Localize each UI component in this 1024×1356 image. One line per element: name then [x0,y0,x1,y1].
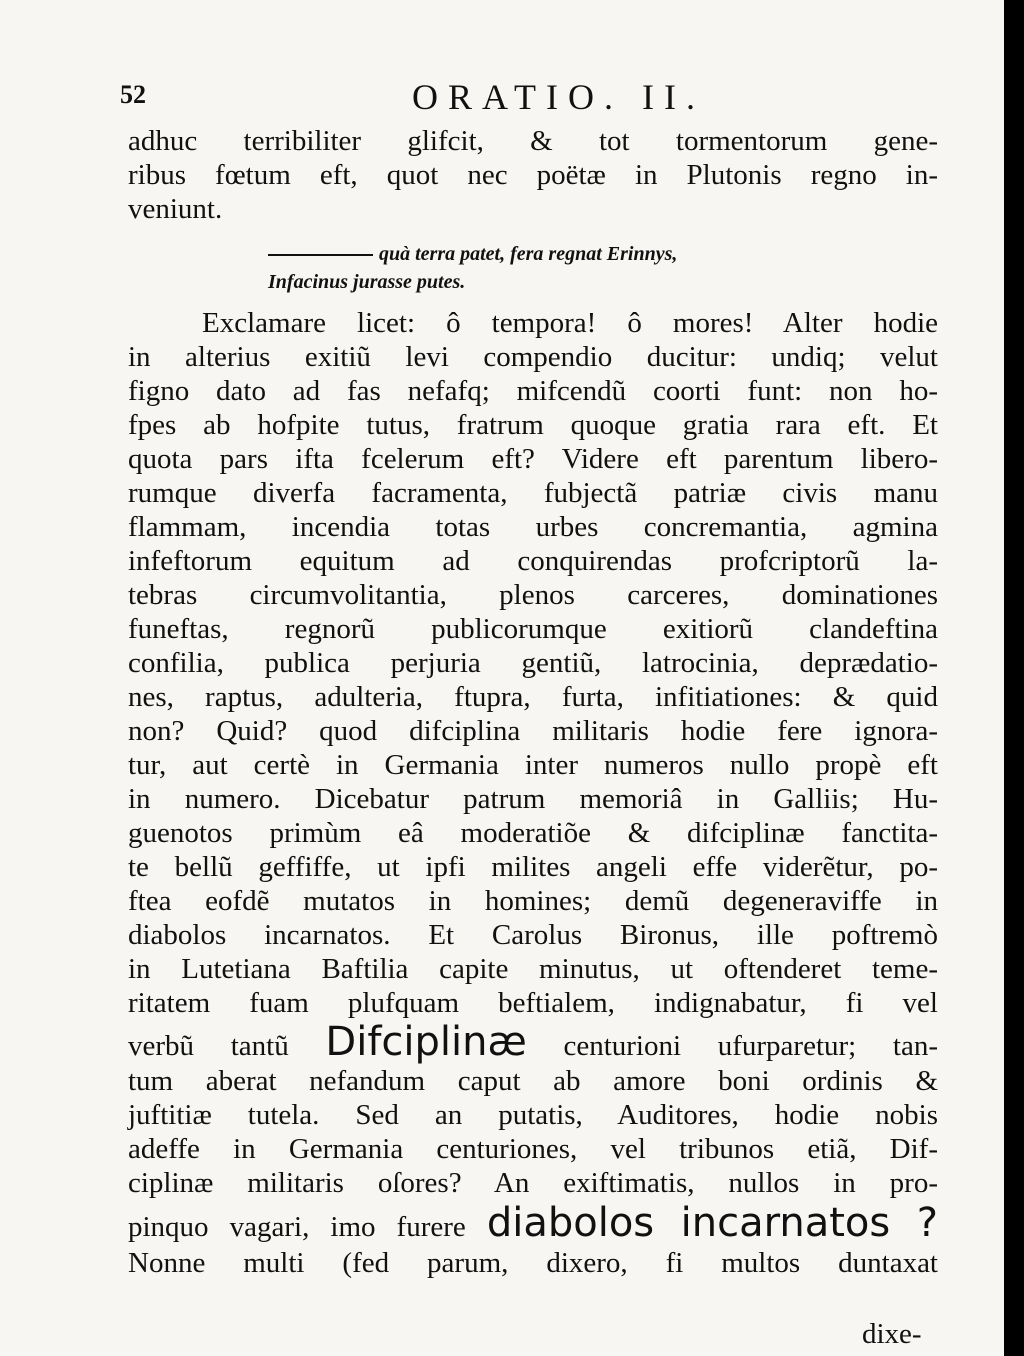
text-line: veniunt. [128,193,223,225]
text-line: nes, raptus, adulteria, ftupra, furta, infitiationes: & quid [128,681,938,713]
page-header [120,77,760,120]
text-line: non? Quid? quod difciplina militaris hodie fere ignora- [128,715,938,747]
text-line: ritatem fuam plufquam beftialem, indignabatur, fi vel [128,987,938,1019]
text-line: in Lutetiana Baftilia capite minutus, ut oftenderet teme- [128,953,938,985]
text-line: juftitiæ tutela. Sed an putatis, Auditores, hodie nobis [128,1099,938,1131]
text-line: diabolos incarnatos. Et Carolus Bironus, ille poftremò [128,919,938,951]
quotation-dash [268,254,373,256]
text-line-with-emphasis [128,1020,938,1064]
running-title: ORATIO. II. [412,77,705,117]
text-line: in alterius exitiũ levi compendio ducitur: undiq; velut [128,341,938,373]
text-line: Exclamare licet: ô tempora! ô mores! Alter hodie [202,307,938,339]
text-line: ftea eofdẽ mutatos in homines; demũ degeneraviffe in [128,885,938,917]
catchword: dixe- [862,1318,922,1350]
text-line: adeffe in Germania centuriones, vel tribunos etiã, Dif- [128,1133,938,1165]
verse-quotation-line: Infacinus jurasse putes. [268,271,466,293]
text-line: quota pars ifta fcelerum eft? Videre eft parentum libero- [128,443,938,475]
text-line: tum aberat nefandum caput ab amore boni ordinis & [128,1065,938,1097]
line-text: pinquo vagari, imo furere [128,1211,487,1243]
text-line: figno dato ad fas nefafq; mifcendũ coorti funt: non ho- [128,375,938,407]
text-line: tur, aut certè in Germania inter numeros nullo propè eft [128,749,938,781]
text-line: confilia, publica perjuria gentiũ, latrocinia, deprædatio- [128,647,938,679]
text-line: te bellũ geffiffe, ut ipfi milites angeli effe viderẽtur, po- [128,851,938,883]
line-text: verbũ tantũ [128,1030,326,1062]
text-line: ciplinæ militaris oſores? An exiftimatis, nullos in pro- [128,1167,938,1199]
quotation-text: quà terra patet, fera regnat Erinnys, [379,243,678,265]
text-line: infeftorum equitum ad conquirendas profcriptorũ la- [128,545,938,577]
text-line: rumque diverfa facramenta, fubjectã patriæ civis manu [128,477,938,509]
text-line: fpes ab hofpite tutus, fratrum quoque gratia rara eft. Et [128,409,938,441]
text-line: tebras circumvolitantia, plenos carceres, dominationes [128,579,938,611]
text-line-with-emphasis [128,1200,938,1246]
page-body [128,124,938,1280]
text-line: flammam, incendia totas urbes concremantia, agmina [128,511,938,543]
page-number: 52 [120,80,146,109]
text-line: in numero. Dicebatur patrum memoriâ in Galliis; Hu- [128,783,938,815]
text-line: ribus fœtum eft, quot nec poëtæ in Plutonis regno in- [128,159,938,191]
text-line: Nonne multi (fed parum, dixero, fi multos duntaxat [128,1247,938,1279]
text-line: funeftas, regnorũ publicorumque exitiorũ clandeftina [128,613,938,645]
scan-border [1004,0,1024,1356]
verse-quotation-line [128,240,938,268]
emphasized-word: Difciplinæ [325,1019,527,1065]
line-text: centurioni ufurparetur; tan- [526,1030,938,1062]
emphasized-phrase: diabolos incarnatos ? [486,1200,938,1246]
text-line: adhuc terribiliter glifcit, & tot tormentorum gene- [128,125,938,157]
text-line: guenotos primùm eâ moderatiõe & difciplinæ fanctita- [128,817,938,849]
